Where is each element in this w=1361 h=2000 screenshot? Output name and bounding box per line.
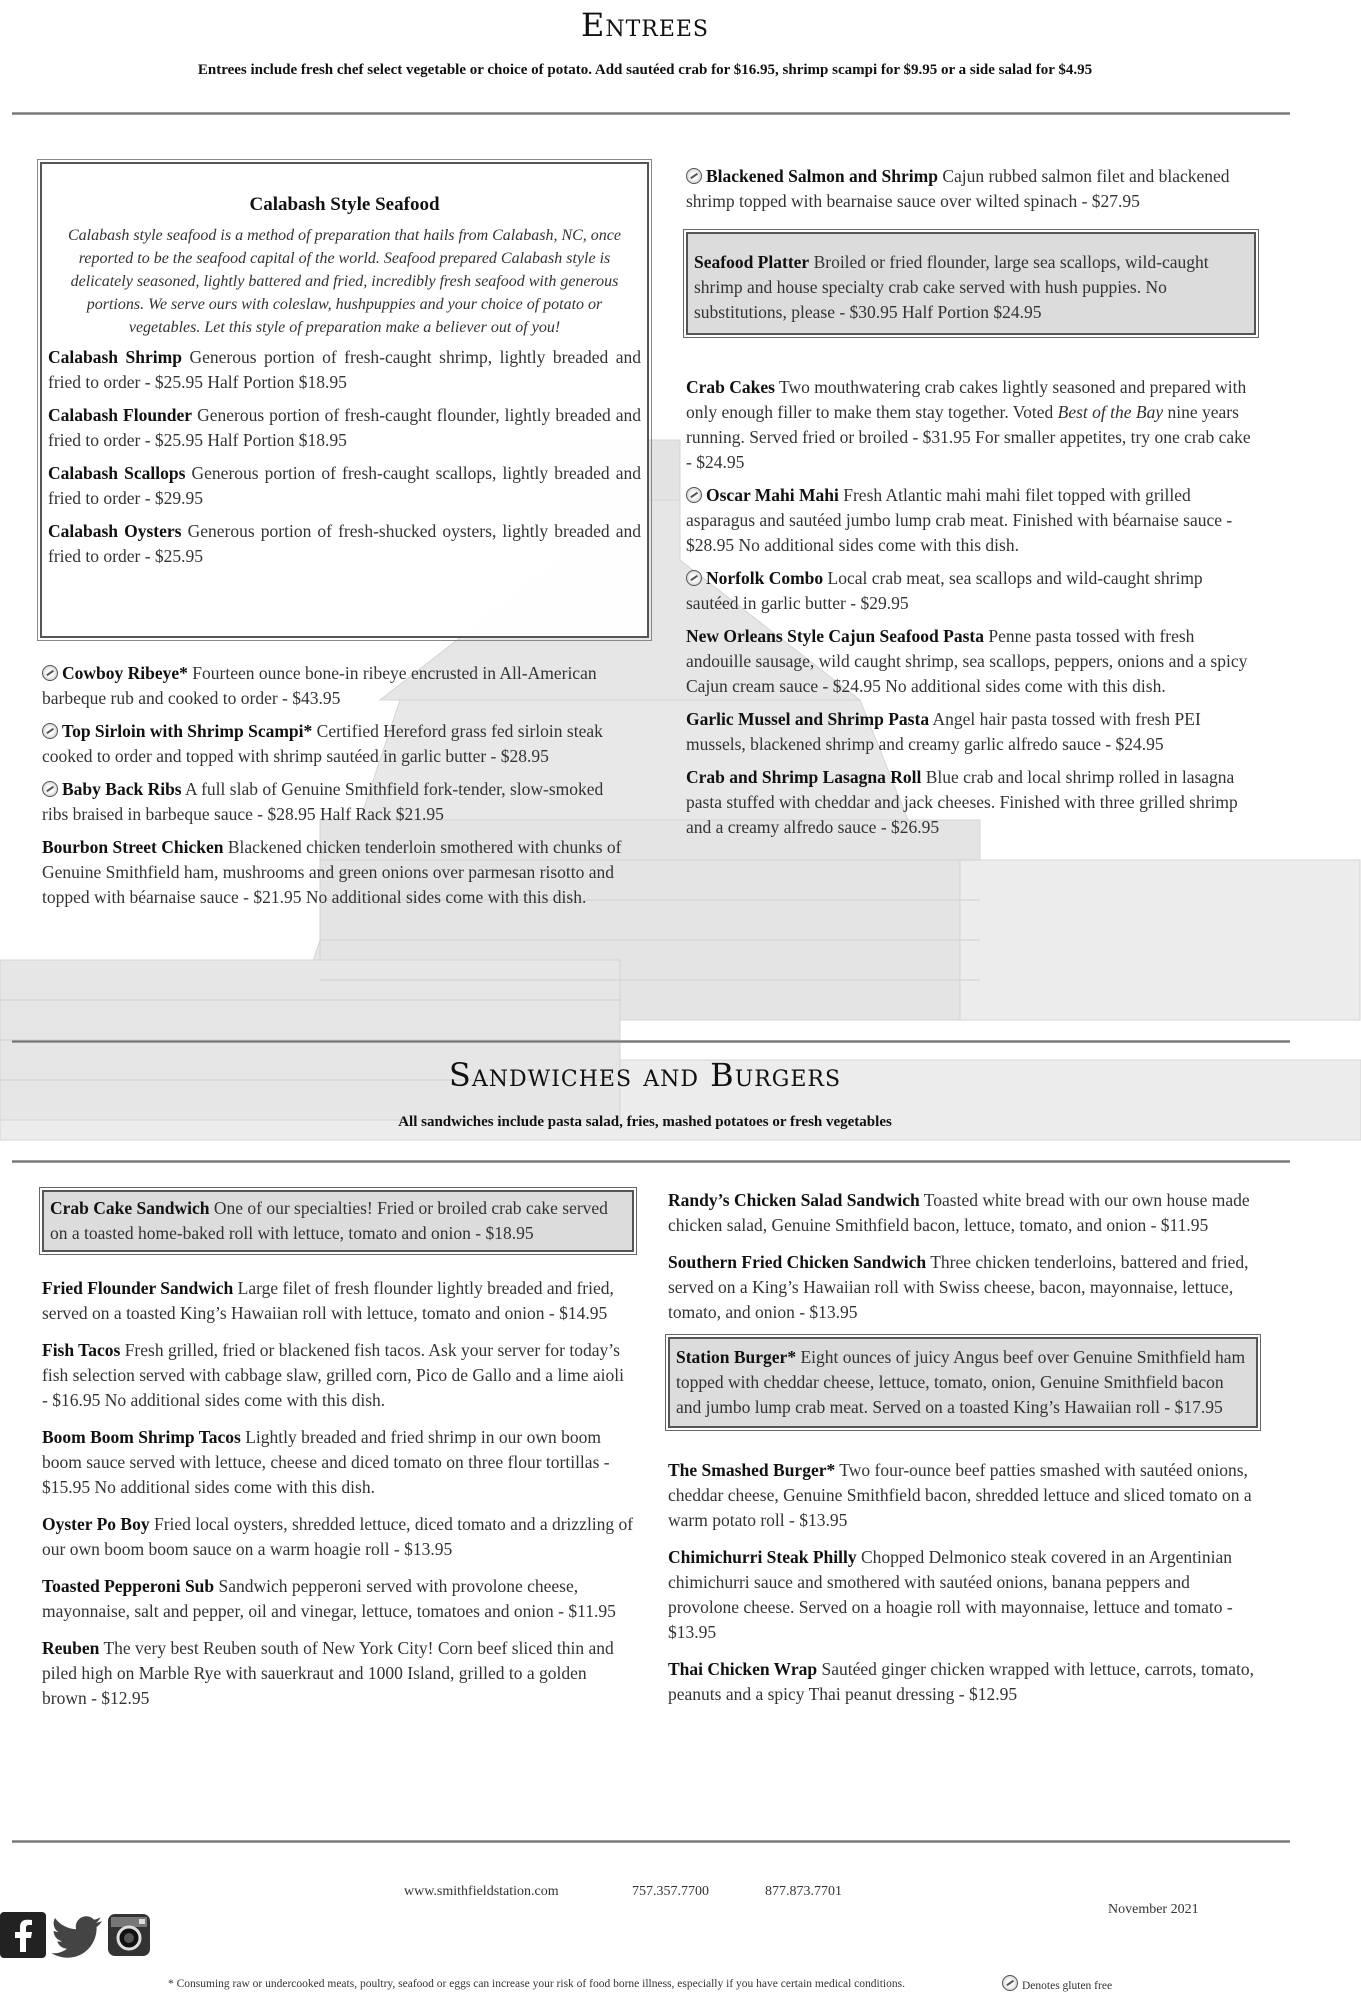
footer-rule xyxy=(12,1840,1290,1843)
menu-item-description: Sandwich pepperoni served with provolone cheese, mayonnaise, salt and pepper, oil and vinegar, lettuce, tomatoes and onion - $11.95 xyxy=(42,1576,616,1621)
menu-item xyxy=(668,1545,1258,1645)
menu-item-description: Generous portion of fresh-caught shrimp, lightly breaded and fried to order - $25.95 Half Portion $18.95 xyxy=(48,347,642,392)
menu-item xyxy=(42,1338,634,1413)
menu-item-name: Cowboy Ribeye* xyxy=(62,663,188,683)
menu-item-name: New Orleans Style Cajun Seafood Pasta xyxy=(686,626,984,646)
menu-item xyxy=(668,1337,1258,1428)
menu-item-description: Broiled or fried flounder, large sea scallops, wild-caught shrimp and house specialty crab cake served with hush puppies. No substitutions, please - $30.95 Half Portion $24.95 xyxy=(694,252,1209,322)
menu-item-description: Generous portion of fresh-caught scallops, lightly breaded and fried to order - $29.95 xyxy=(48,463,642,508)
menu-item-description: Penne pasta tossed with fresh andouille sausage, wild caught shrimp, sea scallops, peppers, onions and a spicy Cajun cream sauce - $24.95 No additional sides come with this dish. xyxy=(686,626,1248,696)
menu-item-description: Toasted white bread with our own house made chicken salad, Genuine Smithfield bacon, lettuce, tomato, and onion - $11.95 xyxy=(668,1190,1250,1235)
menu-item-name: Crab and Shrimp Lasagna Roll xyxy=(686,767,922,787)
menu-item-description-cont: nine years running. Served fried or broiled - $31.95 For smaller appetites, try one crab cake - $24.95 xyxy=(686,402,1251,472)
sandwiches-title: Sandwiches and Burgers xyxy=(448,1056,842,1094)
menu-item xyxy=(42,1425,634,1500)
menu-item-description: Two mouthwatering crab cakes lightly seasoned and prepared with only enough filler to make them stay together. Voted xyxy=(686,377,1247,422)
menu-item-description: Sautéed ginger chicken wrapped with lettuce, carrots, tomato, peanuts and a spicy Thai peanut dressing - $12.95 xyxy=(668,1659,1254,1704)
menu-item-description: The very best Reuben south of New York City! Corn beef sliced thin and piled high on Marble Rye with sauerkraut and 1000 Island, grilled to a golden brown - $12.95 xyxy=(42,1638,614,1708)
menu-item-description: Generous portion of fresh-caught flounder, lightly breaded and fried to order - $25.95 Half Portion $18.95 xyxy=(48,405,642,450)
gluten-free-icon xyxy=(42,665,58,681)
menu-item-description: Three chicken tenderloins, battered and fried, served on a King’s Hawaiian roll with Swiss cheese, bacon, mayonnaise, lettuce, tomato, and onion - $13.95 xyxy=(668,1252,1249,1322)
menu-item-name: Blackened Salmon and Shrimp xyxy=(706,166,938,186)
menu-item-description: Fresh grilled, fried or blackened fish tacos. Ask your server for today’s fish selection served with cabbage slaw, grilled corn, Pico de Gallo and a lime aioli - $16.95 No additional sides come with this dish. xyxy=(42,1340,625,1410)
menu-item xyxy=(42,835,627,910)
menu-item-description: Eight ounces of juicy Angus beef over Genuine Smithfield ham topped with cheddar cheese, lettuce, tomato, onion, Genuine Smithfield bacon and jumbo lump crab meat. Served on a toasted King’s Hawaiian roll - $17.95 xyxy=(676,1347,1246,1417)
menu-item xyxy=(686,624,1256,699)
menu-item-name: Oscar Mahi Mahi xyxy=(706,485,839,505)
menu-item xyxy=(686,375,1256,475)
menu-item-description: Cajun rubbed salmon filet and blackened shrimp topped with bearnaise sauce over wilted spinach - $27.95 xyxy=(686,166,1230,211)
menu-item xyxy=(42,1276,634,1326)
menu-item xyxy=(686,483,1256,558)
menu-item-description: Lightly breaded and fried shrimp in our own boom boom sauce served with lettuce, cheese and diced tomato on three flour tortillas - $15.95 No additional sides come with this dish. xyxy=(42,1427,610,1497)
menu-item-description: Blackened chicken tenderloin smothered with chunks of Genuine Smithfield ham, mushrooms and green onions over parmesan risotto and topped with béarnaise sauce - $21.95 No additional sides come with this dish. xyxy=(42,837,622,907)
menu-item xyxy=(668,1458,1258,1533)
menu-item-name: Thai Chicken Wrap xyxy=(668,1659,818,1679)
footer-phone-2[interactable]: 877.873.7701 xyxy=(765,1884,842,1899)
gluten-free-icon xyxy=(1002,1975,1018,1991)
menu-item-description: Chopped Delmonico steak covered in an Argentinian chimichurri sauce and smothered with sautéed onions, banana peppers and provolone cheese. Served on a hoagie roll with mayonnaise, lettuce and tomato - $13.95 xyxy=(668,1547,1233,1642)
menu-item xyxy=(42,1512,634,1562)
menu-item xyxy=(686,765,1256,840)
gluten-free-icon xyxy=(686,570,702,586)
sandwiches-rule-bottom xyxy=(12,1160,1290,1163)
menu-item xyxy=(668,1188,1258,1238)
menu-item-name: Calabash Scallops xyxy=(48,463,186,483)
gluten-free-icon xyxy=(42,781,58,797)
menu-item-description: Fresh Atlantic mahi mahi filet topped with grilled asparagus and sautéed jumbo lump crab meat. Finished with béarnaise sauce - $28.95 No additional sides come with this dish. xyxy=(686,485,1233,555)
menu-item-name: Station Burger* xyxy=(676,1347,797,1367)
menu-item xyxy=(42,777,627,827)
menu-item xyxy=(668,1657,1258,1707)
menu-item-name: Baby Back Ribs xyxy=(62,779,182,799)
menu-item xyxy=(48,345,641,395)
menu-item-name: Randy’s Chicken Salad Sandwich xyxy=(668,1190,920,1210)
menu-item xyxy=(42,1190,634,1252)
sandwiches-right-column xyxy=(668,1188,1258,1719)
menu-item-description: Fourteen ounce bone-in ribeye encrusted in All-American barbeque rub and cooked to order - $43.95 xyxy=(42,663,597,708)
menu-item-description: Blue crab and local shrimp rolled in lasagna pasta stuffed with cheddar and jack cheeses. Finished with three grilled shrimp and a creamy alfredo sauce - $26.95 xyxy=(686,767,1238,837)
sandwiches-subtitle: All sandwiches include pasta salad, fries, mashed potatoes or fresh vegetables xyxy=(398,1114,892,1130)
twitter-icon[interactable] xyxy=(52,1912,102,1958)
entrees-title: Entrees xyxy=(580,6,710,44)
menu-item xyxy=(42,1636,634,1711)
entrees-left-column xyxy=(42,661,627,918)
menu-item xyxy=(686,566,1256,616)
menu-item-name: Calabash Flounder xyxy=(48,405,193,425)
menu-item-name: Crab Cake Sandwich xyxy=(50,1198,210,1218)
menu-item-name: Norfolk Combo xyxy=(706,568,824,588)
menu-item xyxy=(42,661,627,711)
entrees-rule xyxy=(12,112,1290,115)
menu-item-description: A full slab of Genuine Smithfield fork-tender, slow-smoked ribs braised in barbeque sauce - $28.95 Half Rack $21.95 xyxy=(42,779,604,824)
footer-website[interactable]: www.smithfieldstation.com xyxy=(404,1884,559,1899)
footer-date: November 2021 xyxy=(1108,1902,1199,1917)
menu-item-description: Angel hair pasta tossed with fresh PEI mussels, blackened shrimp and creamy garlic alfredo sauce - $24.95 xyxy=(686,709,1201,754)
menu-item-description: Fried local oysters, shredded lettuce, diced tomato and a drizzling of our own boom boom sauce on a warm hoagie roll - $13.95 xyxy=(42,1514,634,1559)
menu-item-name: Bourbon Street Chicken xyxy=(42,837,224,857)
menu-item xyxy=(668,1250,1258,1325)
menu-item-name: Southern Fried Chicken Sandwich xyxy=(668,1252,927,1272)
menu-item-name: Seafood Platter xyxy=(694,252,810,272)
menu-item xyxy=(48,519,641,569)
calabash-description: Calabash style seafood is a method of preparation that hails from Calabash, NC, once reported to be the seafood capital of the world. Seafood prepared Calabash style is delicately seasoned, lightly battered and fried, incredibly fresh seafood with generous portions. We serve ours with coleslaw, hushpuppies and your choice of potato or vegetables. Let this style of preparation make a believer out of you! xyxy=(67,227,622,336)
menu-item-award: Best of the Bay xyxy=(1057,402,1164,422)
gluten-free-icon xyxy=(686,168,702,184)
menu-item xyxy=(686,164,1256,214)
gluten-free-icon xyxy=(42,723,58,739)
menu-item-name: Reuben xyxy=(42,1638,100,1658)
menu-item-name: Chimichurri Steak Philly xyxy=(668,1547,857,1567)
menu-item-name: Top Sirloin with Shrimp Scampi* xyxy=(62,721,313,741)
menu-item-name: Crab Cakes xyxy=(686,377,775,397)
menu-item-name: Garlic Mussel and Shrimp Pasta xyxy=(686,709,930,729)
entrees-subtitle: Entrees include fresh chef select vegetable or choice of potato. Add sautéed crab for $16.95, shrimp scampi for $9.95 or a side salad for $4.95 xyxy=(197,62,1093,78)
sandwiches-left-column xyxy=(42,1190,634,1723)
menu-item-name: Toasted Pepperoni Sub xyxy=(42,1576,215,1596)
menu-item-description: Two four-ounce beef patties smashed with sautéed onions, cheddar cheese, Genuine Smithfield bacon, shredded lettuce and sliced tomato on a warm potato roll - $13.95 xyxy=(668,1460,1252,1530)
gf-legend xyxy=(1002,1975,1112,1992)
gf-legend-label: Denotes gluten free xyxy=(1022,1980,1113,1992)
menu-item-name: Calabash Oysters xyxy=(48,521,182,541)
calabash-heading: Calabash Style Seafood xyxy=(249,194,440,215)
menu-item xyxy=(686,232,1256,335)
menu-item-description: Large filet of fresh flounder lightly breaded and fried, served on a toasted King’s Hawaiian roll with lettuce, tomato and onion - $14.95 xyxy=(42,1278,614,1323)
menu-item-name: Boom Boom Shrimp Tacos xyxy=(42,1427,241,1447)
menu-item-description: Generous portion of fresh-shucked oysters, lightly breaded and fried to order - $25.95 xyxy=(48,521,641,566)
menu-item-description: Local crab meat, sea scallops and wild-caught shrimp sautéed in garlic butter - $29.95 xyxy=(686,568,1203,613)
menu-item-name: Fried Flounder Sandwich xyxy=(42,1278,234,1298)
menu-item xyxy=(48,461,641,511)
facebook-icon[interactable] xyxy=(0,1912,46,1958)
menu-item-name: The Smashed Burger* xyxy=(668,1460,836,1480)
menu-item-description: One of our specialties! Fried or broiled crab cake served on a toasted home-baked roll with lettuce, tomato and onion - $18.95 xyxy=(50,1198,608,1243)
sandwiches-rule-top xyxy=(12,1040,1290,1043)
footer-phone-1[interactable]: 757.357.7700 xyxy=(632,1884,709,1899)
menu-item xyxy=(686,707,1256,757)
calabash-box xyxy=(40,162,649,638)
menu-item xyxy=(42,1574,634,1624)
menu-item xyxy=(42,719,627,769)
menu-item xyxy=(48,403,641,453)
entrees-right-column xyxy=(686,164,1256,848)
gluten-free-icon xyxy=(686,487,702,503)
footer-disclaimer: * Consuming raw or undercooked meats, poultry, seafood or eggs can increase your risk of food borne illness, especially if you have certain medical conditions. xyxy=(168,1978,905,1990)
menu-item-description: Certified Hereford grass fed sirloin steak cooked to order and topped with shrimp sautéed in garlic butter - $28.95 xyxy=(42,721,603,766)
menu-item-name: Oyster Po Boy xyxy=(42,1514,150,1534)
menu-item-name: Calabash Shrimp xyxy=(48,347,182,367)
instagram-icon[interactable] xyxy=(106,1912,152,1958)
menu-item-name: Fish Tacos xyxy=(42,1340,121,1360)
